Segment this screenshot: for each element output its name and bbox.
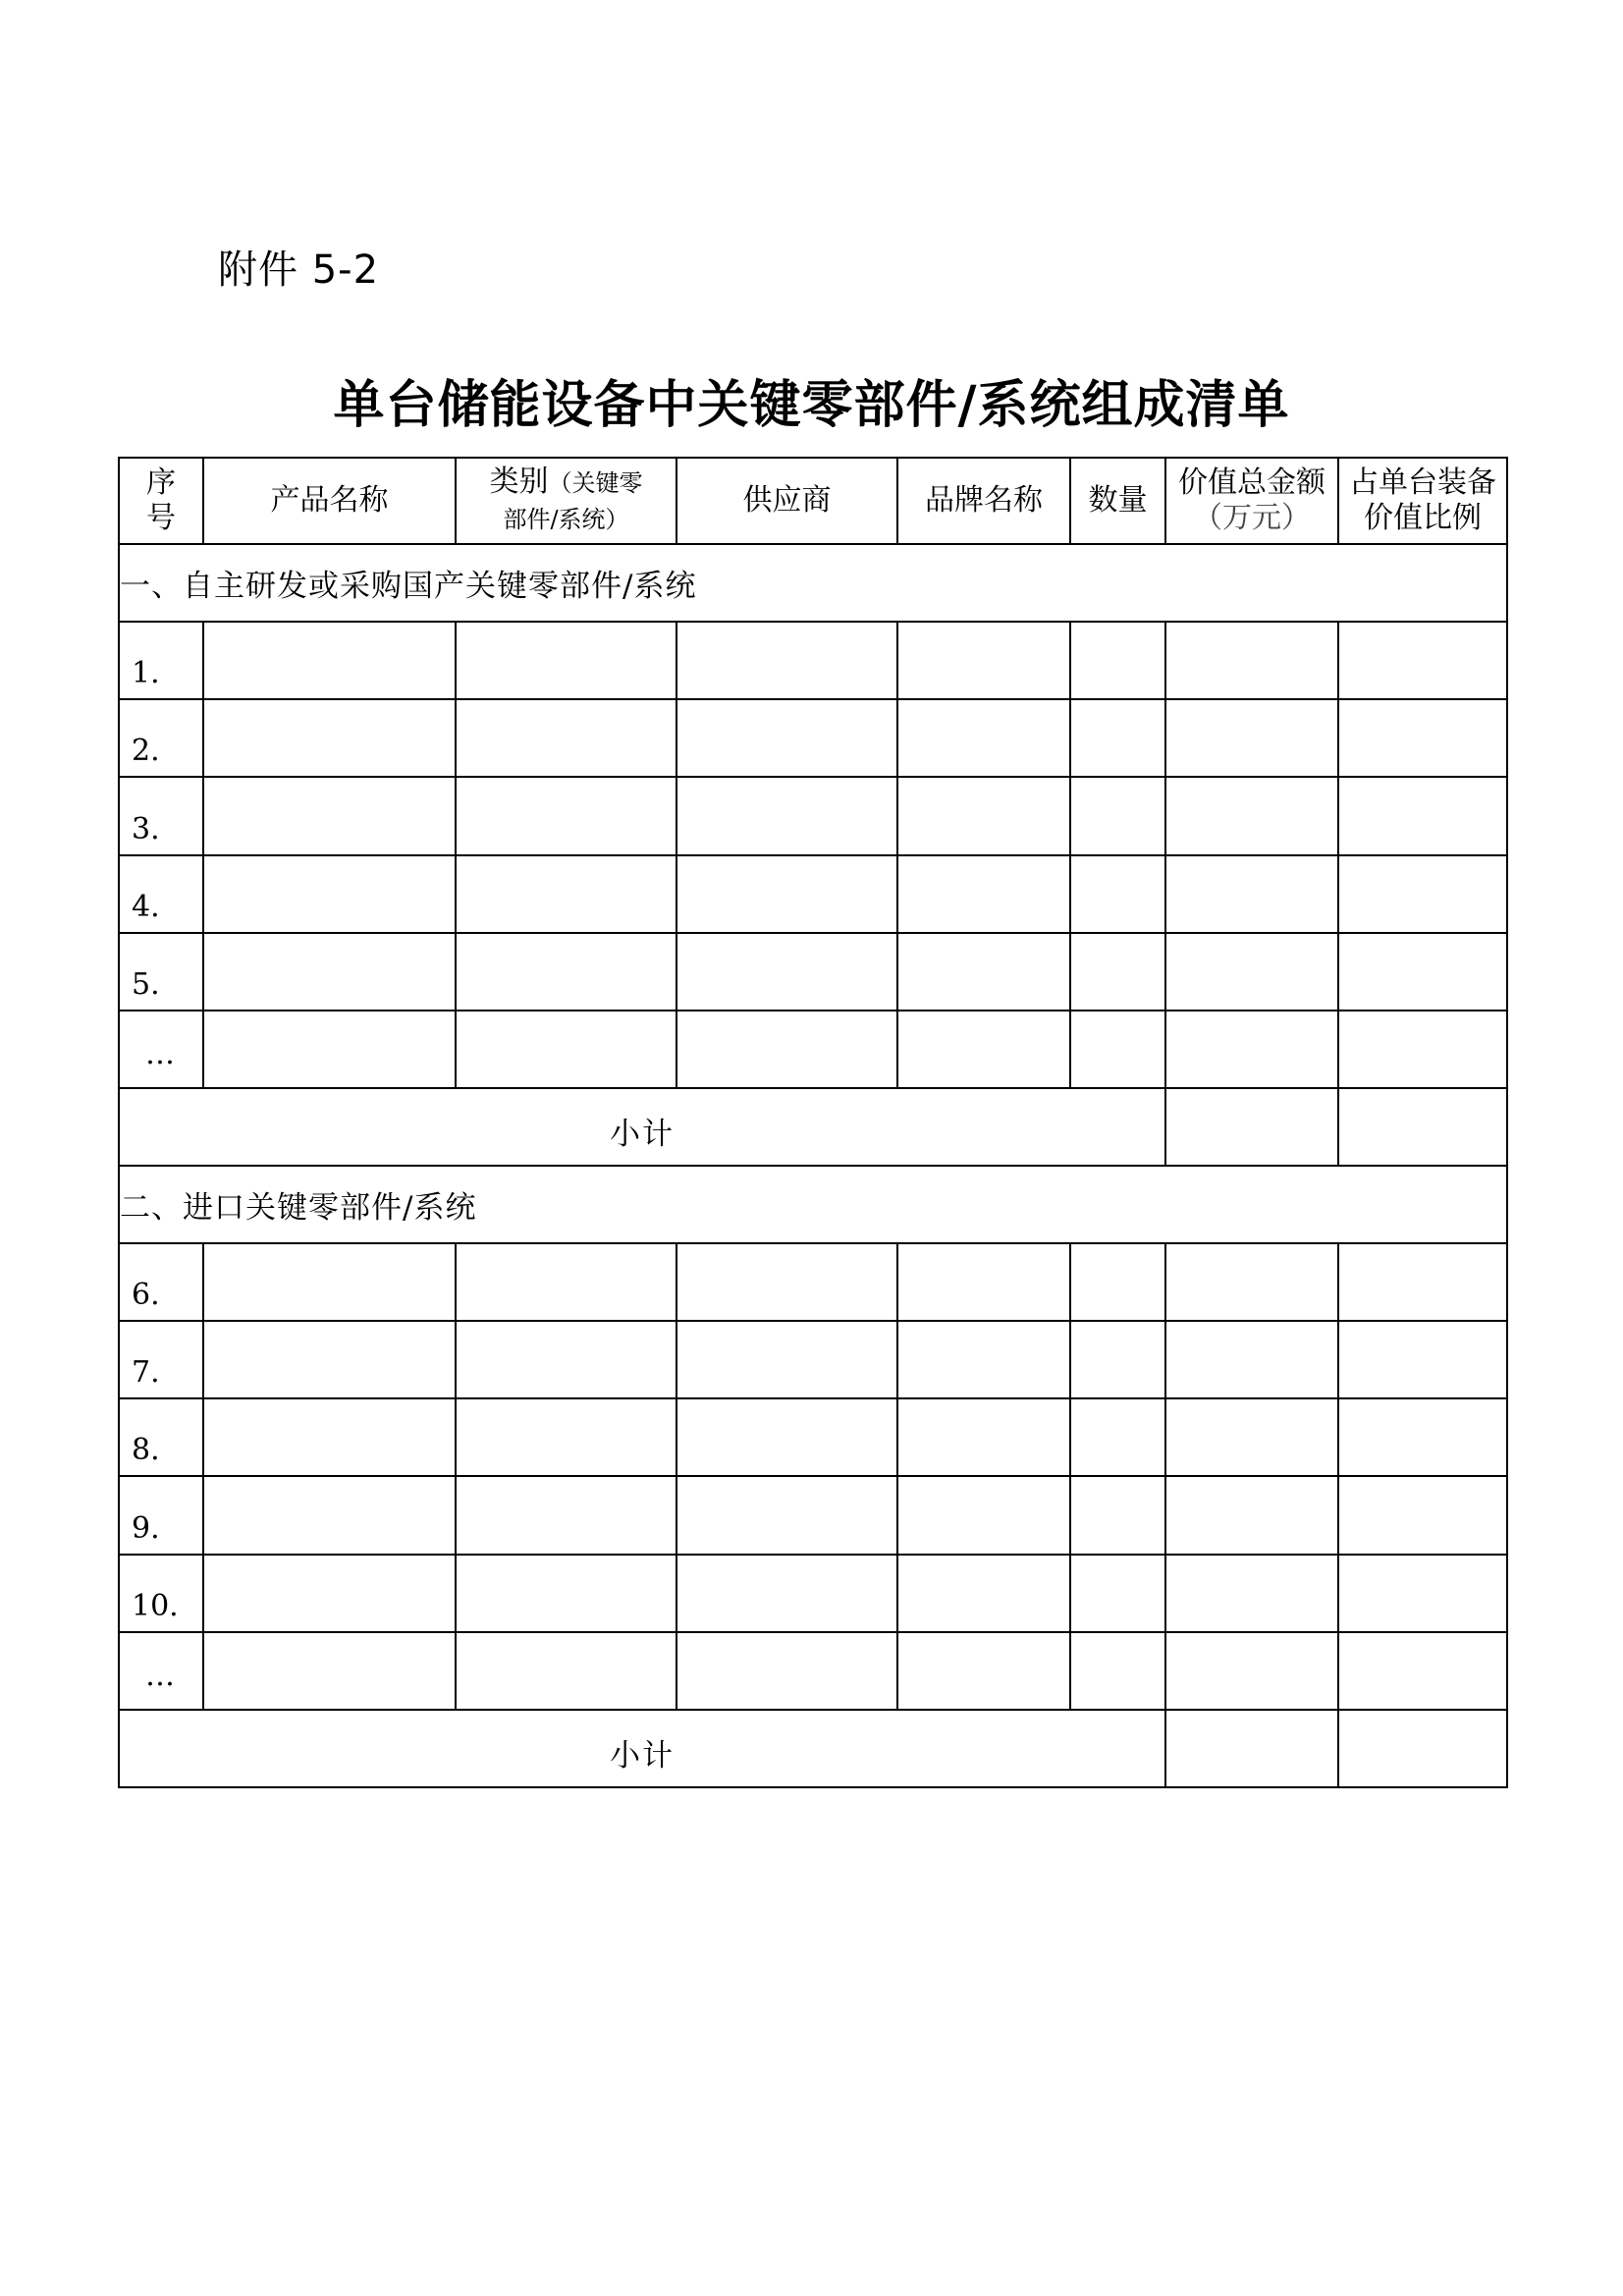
subtotal-label: 小计 [119,1710,1165,1787]
supplier-cell[interactable] [676,933,897,1011]
total-value-cell[interactable] [1165,622,1338,699]
product-name-cell[interactable] [203,1632,456,1710]
quantity-cell[interactable] [1070,777,1165,854]
supplier-cell[interactable] [676,1398,897,1476]
category-cell[interactable] [456,855,676,933]
header-seq [119,458,203,544]
brand-name-cell[interactable] [897,855,1070,933]
header-brand-name: 品牌名称 [897,458,1070,544]
brand-name-cell[interactable] [897,1398,1070,1476]
quantity-cell[interactable] [1070,1476,1165,1554]
header-seq-line2: 号 [146,501,176,536]
supplier-cell[interactable] [676,1476,897,1554]
category-cell[interactable] [456,622,676,699]
category-cell[interactable] [456,1398,676,1476]
brand-name-cell[interactable] [897,622,1070,699]
row-number: 2. [119,699,203,777]
table-row [119,1555,1507,1632]
document-title: 单台储能设备中关键零部件/系统组成清单 [333,375,1290,435]
brand-name-cell[interactable] [897,1555,1070,1632]
brand-name-cell[interactable] [897,1476,1070,1554]
header-value-ratio-line2: 价值比例 [1364,501,1482,536]
header-row [119,458,1507,544]
attachment-label: 附件 5-2 [218,247,380,293]
header-value-ratio-line1: 占单台装备 [1349,465,1496,501]
table-row [119,1398,1507,1476]
table-row [119,622,1507,699]
product-name-cell[interactable] [203,1321,456,1398]
table-row [119,699,1507,777]
value-ratio-cell[interactable] [1338,1632,1507,1710]
category-cell[interactable] [456,1321,676,1398]
row-number: 7. [119,1321,203,1398]
brand-name-cell[interactable] [897,1243,1070,1321]
supplier-cell[interactable] [676,1632,897,1710]
section-title: 二、进口关键零部件/系统 [119,1166,1507,1243]
table-row [119,1243,1507,1321]
supplier-cell[interactable] [676,1321,897,1398]
subtotal-ratio-cell[interactable] [1338,1088,1507,1166]
subtotal-label: 小计 [119,1088,1165,1166]
category-cell[interactable] [456,933,676,1011]
product-name-cell[interactable] [203,1555,456,1632]
quantity-cell[interactable] [1070,1555,1165,1632]
brand-name-cell[interactable] [897,933,1070,1011]
supplier-cell[interactable] [676,622,897,699]
total-value-cell[interactable] [1165,777,1338,854]
total-value-cell[interactable] [1165,1011,1338,1088]
quantity-cell[interactable] [1070,622,1165,699]
subtotal-value-cell[interactable] [1165,1710,1338,1787]
total-value-cell[interactable] [1165,933,1338,1011]
header-total-value-line2: （万元） [1193,501,1311,536]
row-number: 10. [119,1555,203,1632]
table-row [119,1632,1507,1710]
row-number: 6. [119,1243,203,1321]
header-category [456,458,676,544]
header-value-ratio [1338,458,1507,544]
total-value-cell[interactable] [1165,1632,1338,1710]
component-list-table [118,457,1508,1788]
header-total-value-line1: 价值总金额 [1178,465,1325,501]
total-value-cell[interactable] [1165,1476,1338,1554]
product-name-cell[interactable] [203,1011,456,1088]
quantity-cell[interactable] [1070,855,1165,933]
category-cell[interactable] [456,1243,676,1321]
category-cell[interactable] [456,1632,676,1710]
supplier-cell[interactable] [676,1555,897,1632]
row-number: 9. [119,1476,203,1554]
category-cell[interactable] [456,777,676,854]
value-ratio-cell[interactable] [1338,1243,1507,1321]
brand-name-cell[interactable] [897,1321,1070,1398]
product-name-cell[interactable] [203,699,456,777]
table-row [119,1321,1507,1398]
product-name-cell[interactable] [203,777,456,854]
header-category-note-line1: （关键零 [548,469,643,498]
value-ratio-cell[interactable] [1338,933,1507,1011]
value-ratio-cell[interactable] [1338,1321,1507,1398]
header-seq-line1: 序 [146,465,176,501]
header-category-note-line2: 部件/系统） [503,506,629,534]
value-ratio-cell[interactable] [1338,1555,1507,1632]
header-product-name: 产品名称 [203,458,456,544]
product-name-cell[interactable] [203,855,456,933]
row-number: 4. [119,855,203,933]
product-name-cell[interactable] [203,1243,456,1321]
category-cell[interactable] [456,699,676,777]
category-cell[interactable] [456,1555,676,1632]
value-ratio-cell[interactable] [1338,699,1507,777]
total-value-cell[interactable] [1165,855,1338,933]
value-ratio-cell[interactable] [1338,1398,1507,1476]
quantity-cell[interactable] [1070,1321,1165,1398]
quantity-cell[interactable] [1070,1011,1165,1088]
brand-name-cell[interactable] [897,777,1070,854]
product-name-cell[interactable] [203,622,456,699]
section-title: 一、自主研发或采购国产关键零部件/系统 [119,544,1507,622]
row-number: … [119,1011,203,1088]
section-row-imported [119,1166,1507,1243]
header-supplier: 供应商 [676,458,897,544]
row-number: … [119,1632,203,1710]
subtotal-ratio-cell[interactable] [1338,1710,1507,1787]
value-ratio-cell[interactable] [1338,622,1507,699]
total-value-cell[interactable] [1165,699,1338,777]
total-value-cell[interactable] [1165,1398,1338,1476]
total-value-cell[interactable] [1165,1321,1338,1398]
row-number: 8. [119,1398,203,1476]
supplier-cell[interactable] [676,1243,897,1321]
table-row [119,933,1507,1011]
total-value-cell[interactable] [1165,1555,1338,1632]
quantity-cell[interactable] [1070,699,1165,777]
quantity-cell[interactable] [1070,1243,1165,1321]
product-name-cell[interactable] [203,1398,456,1476]
supplier-cell[interactable] [676,777,897,854]
brand-name-cell[interactable] [897,699,1070,777]
supplier-cell[interactable] [676,855,897,933]
supplier-cell[interactable] [676,699,897,777]
subtotal-row-imported [119,1710,1507,1787]
table-row [119,1011,1507,1088]
table-row [119,1476,1507,1554]
product-name-cell[interactable] [203,933,456,1011]
value-ratio-cell[interactable] [1338,1476,1507,1554]
row-number: 3. [119,777,203,854]
row-number: 5. [119,933,203,1011]
table-row [119,855,1507,933]
header-total-value [1165,458,1338,544]
brand-name-cell[interactable] [897,1632,1070,1710]
total-value-cell[interactable] [1165,1243,1338,1321]
subtotal-value-cell[interactable] [1165,1088,1338,1166]
value-ratio-cell[interactable] [1338,777,1507,854]
quantity-cell[interactable] [1070,1632,1165,1710]
product-name-cell[interactable] [203,1476,456,1554]
brand-name-cell[interactable] [897,1011,1070,1088]
value-ratio-cell[interactable] [1338,1011,1507,1088]
quantity-cell[interactable] [1070,1398,1165,1476]
value-ratio-cell[interactable] [1338,855,1507,933]
header-category-main: 类别 [489,465,549,500]
row-number: 1. [119,622,203,699]
supplier-cell[interactable] [676,1011,897,1088]
category-cell[interactable] [456,1476,676,1554]
section-row-domestic [119,544,1507,622]
quantity-cell[interactable] [1070,933,1165,1011]
category-cell[interactable] [456,1011,676,1088]
subtotal-row-domestic [119,1088,1507,1166]
header-quantity: 数量 [1070,458,1165,544]
table-row [119,777,1507,854]
